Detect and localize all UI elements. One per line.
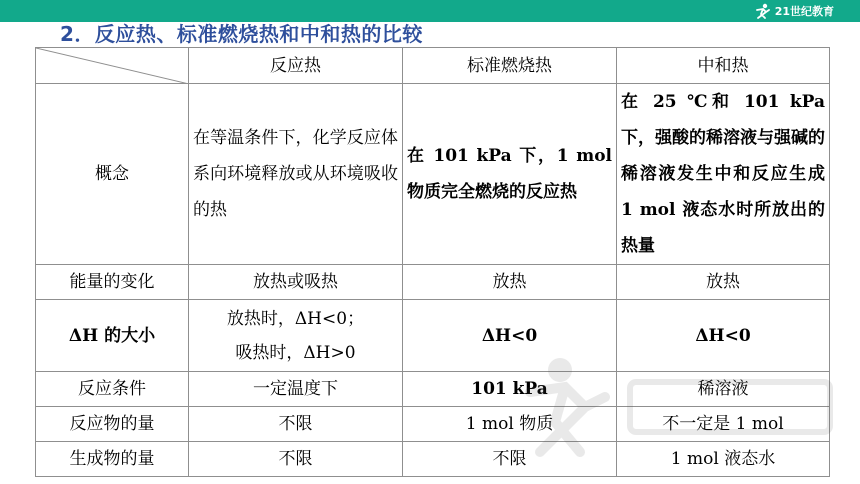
logo-text: 21世纪教育 <box>774 5 834 18</box>
row-label: 能量的变化 <box>36 265 189 300</box>
column-header: 标准燃烧热 <box>403 48 617 84</box>
brand-logo <box>753 2 834 20</box>
table-cell: 在 25 ℃和 101 kPa 下，强酸的稀溶液与强碱的稀溶液发生中和反应生成 1 mol 液态水时所放出的热量 <box>617 84 830 265</box>
table-cell: 放热 <box>403 265 617 300</box>
table-cell: ΔH<0 <box>403 300 617 372</box>
table-cell: 101 kPa <box>403 372 617 407</box>
table-cell: 一定温度下 <box>189 372 403 407</box>
row-label: 反应条件 <box>36 372 189 407</box>
row-label: ΔH 的大小 <box>36 300 189 372</box>
table-cell: 放热或吸热 <box>189 265 403 300</box>
table-cell: 在等温条件下，化学反应体系向环境释放或从环境吸收的热 <box>189 84 403 265</box>
column-header: 反应热 <box>189 48 403 84</box>
column-header: 中和热 <box>617 48 830 84</box>
table-cell <box>189 300 403 372</box>
diagonal-line <box>36 48 189 84</box>
table-cell: 在 101 kPa 下，1 mol 物质完全燃烧的反应热 <box>403 84 617 265</box>
table-cell: 不一定是 1 mol <box>617 407 830 442</box>
table-cell: 1 mol 液态水 <box>617 442 830 477</box>
row-label: 反应物的量 <box>36 407 189 442</box>
watermark-logo <box>520 352 850 462</box>
table-cell: 稀溶液 <box>617 372 830 407</box>
page-title: 2．反应热、标准燃烧热和中和热的比较 <box>60 22 423 46</box>
table-cell: ΔH<0 <box>617 300 830 372</box>
row-label: 概念 <box>36 84 189 265</box>
table-row <box>36 84 830 265</box>
table-cell: 不限 <box>189 407 403 442</box>
corner-cell <box>36 48 189 84</box>
table-cell: 不限 <box>189 442 403 477</box>
cell-line: 放热时，ΔH<0； <box>226 308 365 329</box>
table-cell: 不限 <box>403 442 617 477</box>
runner-icon <box>753 3 771 19</box>
table-cell: 1 mol 物质 <box>403 407 617 442</box>
row-label: 生成物的量 <box>36 442 189 477</box>
table-row <box>36 265 830 300</box>
table-header-row <box>36 48 830 84</box>
cell-line: 吸热时，ΔH>0 <box>235 342 356 363</box>
table-cell: 放热 <box>617 265 830 300</box>
